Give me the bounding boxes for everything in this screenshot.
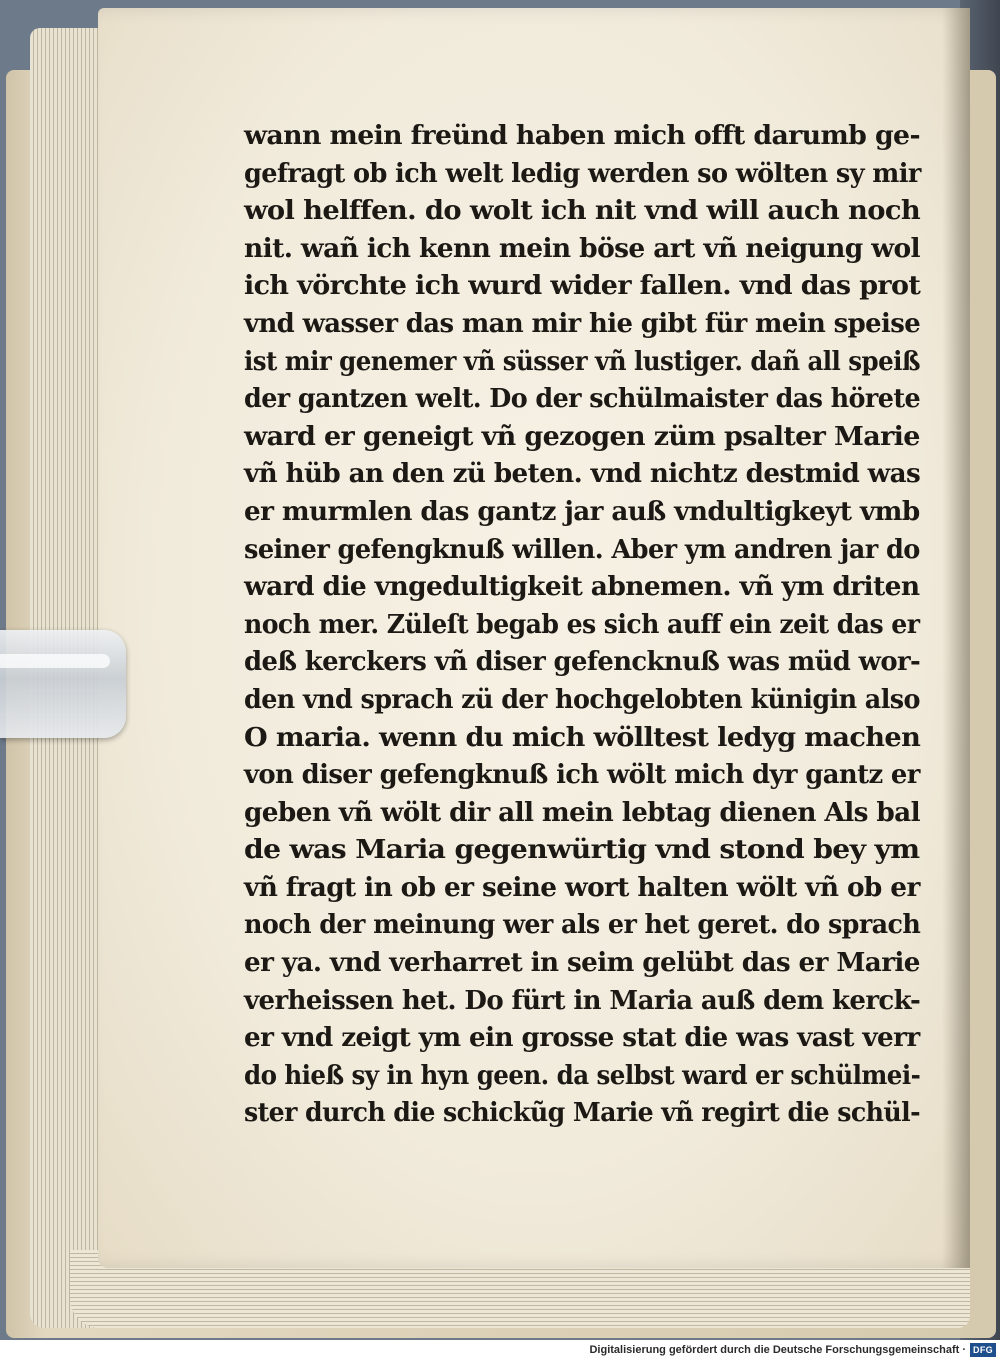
dfg-logo: DFG (970, 1343, 996, 1357)
glass-clamp (0, 630, 126, 738)
text-line: do hieß sy in hyn geen. da selbst ward er schülmei- (244, 1060, 921, 1091)
text-line: ster durch die schickũg Marie vñ regirt die schül- (244, 1098, 920, 1129)
text-line: ich vörchte ich wurd wider fallen. vnd das prot (244, 271, 921, 302)
text-line: ist mir genemer vñ süsser vñ lustiger. dañ all speiß (244, 346, 920, 377)
text-line: wann mein freünd haben mich offt darumb ge- (244, 121, 920, 151)
text-line: wol helffen. do wolt ich nit vnd will auch noch (244, 196, 921, 227)
text-line: de was Maria gegenwürtig vnd stond bey ym (244, 835, 920, 866)
text-line: den vnd sprach zü der hochgelobten künigin also (244, 684, 920, 715)
text-line: noch der meinung wer als er het geret. do sprach (244, 910, 921, 941)
text-line: O maria. wenn du mich wölltest ledyg machen (244, 722, 921, 753)
text-line: vñ hüb an den zü beten. vnd nichtz destmid was (244, 459, 921, 490)
text-line: er ya. vnd verharret in seim gelübt das er Marie (244, 948, 920, 979)
text-line: er murmlen das gantz jar auß vndultigkeyt vmb (244, 496, 920, 527)
text-line: verheissen het. Do fürt in Maria auß dem kerck- (244, 985, 921, 1016)
text-line: ward er geneigt vñ gezogen züm psalter Marie (244, 421, 920, 452)
text-line: nit. wañ ich kenn mein böse art vñ neigung wol (244, 233, 920, 264)
text-line: deß kerckers vñ diser gefencknuß was müd wor- (244, 647, 921, 678)
funding-credit: Digitalisierung gefördert durch die Deutsche Forschungsgemeinschaft · (589, 1344, 966, 1356)
text-line: seiner gefengknuß willen. Aber ym andren jar do (244, 534, 920, 565)
page-text-block (244, 118, 924, 1133)
text-line: noch mer. Züleſt begab es sich auff ein zeit das er (244, 609, 920, 640)
text-line: ward die vngedultigkeit abnemen. vñ ym driten (244, 572, 920, 603)
text-line: von diser gefengknuß ich wölt mich dyr gantz er (244, 760, 920, 791)
glass-clamp-highlight (0, 654, 110, 668)
text-line: geben vñ wölt dir all mein lebtag dienen Als bal (244, 797, 921, 828)
text-line: gefragt ob ich welt ledig werden so wölten sy mir (244, 158, 921, 189)
text-line: der gantzen welt. Do der schülmaister das hörete (244, 384, 921, 415)
text-line: vñ fragt in ob er seine wort halten wölt vñ ob er (244, 872, 920, 903)
text-line: er vnd zeigt ym ein grosse stat die was vast verr (244, 1023, 920, 1054)
text-line: vnd wasser das man mir hie gibt für mein speise (244, 308, 921, 339)
